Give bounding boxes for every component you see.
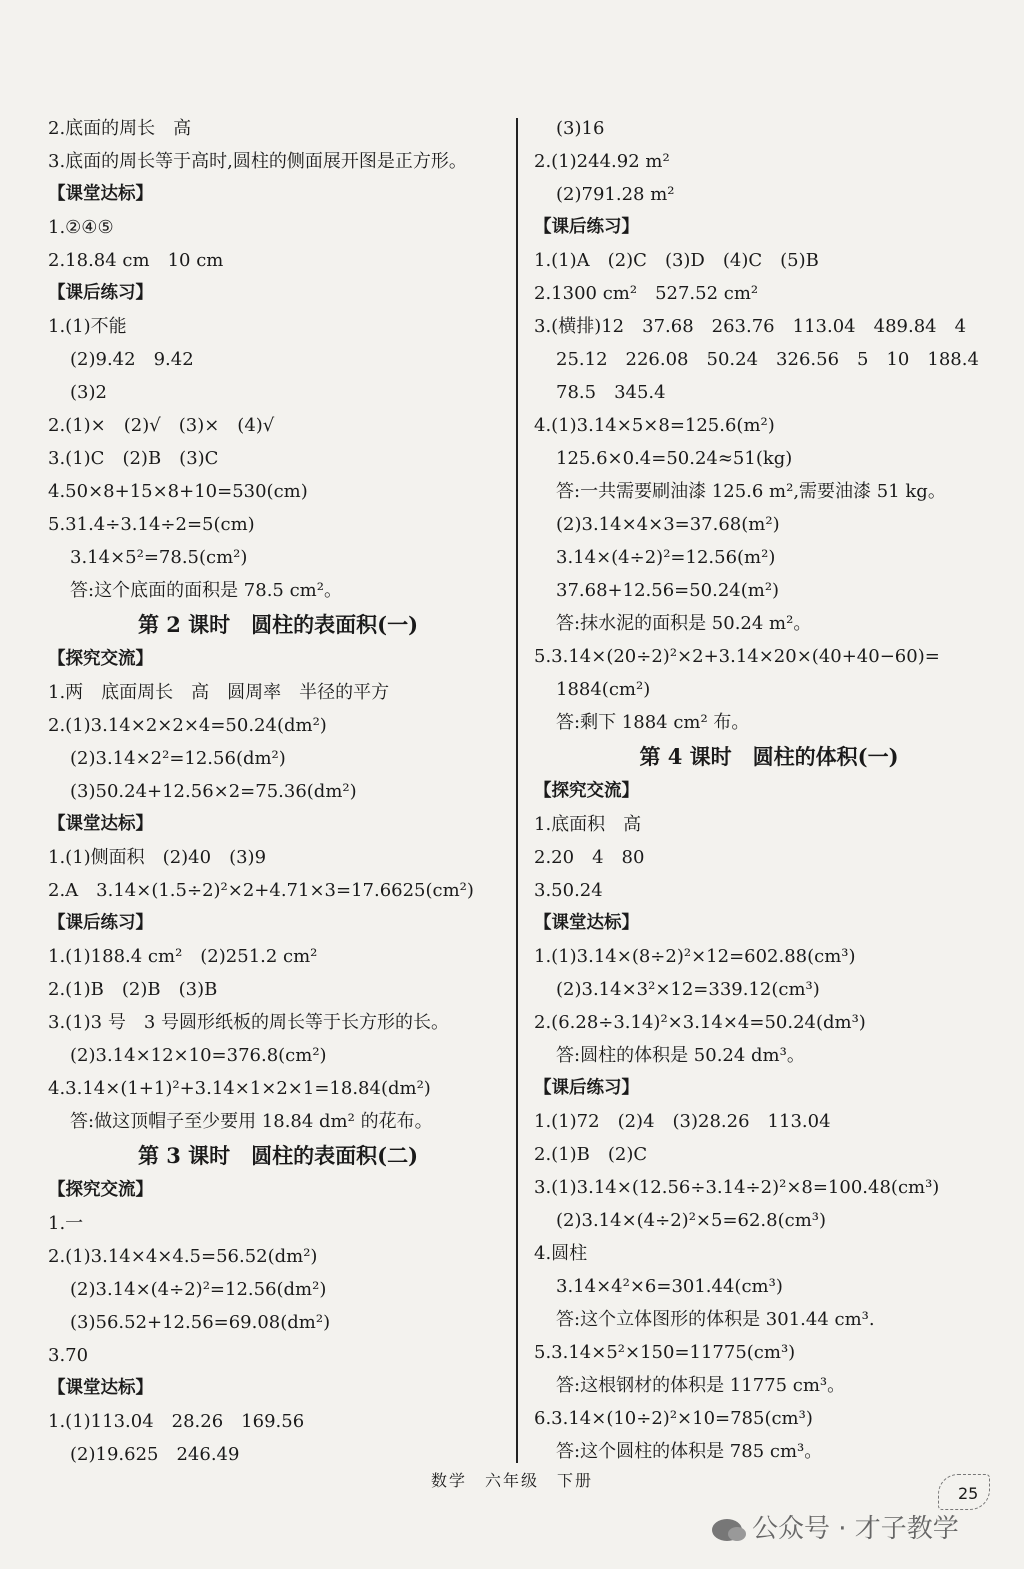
right-column [534, 112, 1004, 1468]
answer-line: 答:这个立体图形的体积是 301.44 cm³. [556, 1309, 875, 1330]
answer-line: 2.(6.28÷3.14)²×3.14×4=50.24(dm³) [534, 1012, 866, 1033]
answer-line: 1.两 底面周长 高 圆周率 半径的平方 [48, 682, 390, 703]
answer-line: 4.50×8+15×8+10=530(cm) [48, 481, 308, 502]
footer-book-title: 数学 六年级 下册 [430, 1471, 593, 1490]
answer-line: 2.(1)3.14×4×4.5=56.52(dm²) [48, 1246, 318, 1267]
answer-line: 78.5 345.4 [556, 382, 666, 403]
answer-line: 4.圆柱 [534, 1243, 588, 1264]
watermark [712, 1508, 959, 1545]
wechat-icon [712, 1519, 742, 1541]
answer-line: 1884(cm²) [556, 679, 651, 700]
answer-line: 2.底面的周长 高 [48, 118, 192, 139]
answer-line: 3.14×4²×6=301.44(cm³) [556, 1276, 783, 1297]
answer-line: 5.3.14×5²×150=11775(cm³) [534, 1342, 796, 1363]
answer-line: 3.(横排)12 37.68 263.76 113.04 489.84 4 [534, 316, 967, 337]
answer-line: 3.(1)C (2)B (3)C [48, 448, 219, 469]
section-heading: 【课后练习】 [48, 913, 153, 933]
answer-line: 4.3.14×(1+1)²+3.14×1×2×1=18.84(dm²) [48, 1078, 431, 1099]
section-heading: 【课后练习】 [534, 217, 639, 237]
left-column [48, 112, 508, 1471]
answer-line: 4.(1)3.14×5×8=125.6(m²) [534, 415, 775, 436]
answer-line: (2)3.14×4×3=37.68(m²) [556, 514, 780, 535]
answer-line: 25.12 226.08 50.24 326.56 5 10 188.4 [556, 349, 979, 370]
answer-line: (3)56.52+12.56=69.08(dm²) [70, 1312, 331, 1333]
answer-line: 5.31.4÷3.14÷2=5(cm) [48, 514, 255, 535]
answer-line: (2)3.14×3²×12=339.12(cm³) [556, 979, 820, 1000]
answer-line: 2.18.84 cm 10 cm [48, 250, 224, 271]
answer-line: 3.70 [48, 1345, 89, 1366]
answer-line: 1.(1)113.04 28.26 169.56 [48, 1411, 305, 1432]
section-heading: 【探究交流】 [48, 649, 153, 669]
answer-line: 答:剩下 1884 cm² 布。 [556, 712, 750, 733]
lesson-title: 第 3 课时 圆柱的表面积(二) [137, 1143, 419, 1168]
answer-line: 1.(1)3.14×(8÷2)²×12=602.88(cm³) [534, 946, 856, 967]
answer-line: 答:抹水泥的面积是 50.24 m²。 [556, 613, 812, 634]
answer-line: (3)50.24+12.56×2=75.36(dm²) [70, 781, 357, 802]
answer-line: (2)19.625 246.49 [70, 1444, 240, 1465]
lesson-title: 第 2 课时 圆柱的表面积(一) [137, 612, 419, 637]
answer-line: 1.底面积 高 [534, 814, 642, 835]
answer-line: 2.(1)B (2)B (3)B [48, 979, 218, 1000]
page-number: 25 [958, 1484, 979, 1503]
answer-line: 1.一 [48, 1213, 84, 1234]
answer-line: 2.(1)244.92 m² [534, 151, 670, 172]
answer-line: 2.(1)B (2)C [534, 1144, 648, 1165]
answer-line: 1.(1)A (2)C (3)D (4)C (5)B [534, 250, 819, 271]
answer-line: 3.(1)3 号 3 号圆形纸板的周长等于长方形的长。 [48, 1012, 450, 1033]
answer-line: 3.50.24 [534, 880, 603, 901]
answer-line: 答:这根钢材的体积是 11775 cm³。 [556, 1375, 846, 1396]
answer-line: 答:一共需要刷油漆 125.6 m²,需要油漆 51 kg。 [556, 481, 946, 502]
lesson-title: 第 4 课时 圆柱的体积(一) [639, 744, 899, 769]
answer-line: 答:这个底面的面积是 78.5 cm²。 [70, 580, 342, 601]
answer-line: 2.(1)× (2)√ (3)× (4)√ [48, 415, 275, 436]
answer-line: 6.3.14×(10÷2)²×10=785(cm³) [534, 1408, 813, 1429]
answer-line: 2.(1)3.14×2×2×4=50.24(dm²) [48, 715, 327, 736]
answer-line: 5.3.14×(20÷2)²×2+3.14×20×(40+40−60)= [534, 646, 940, 667]
answer-line: 3.14×(4÷2)²=12.56(m²) [556, 547, 776, 568]
answer-line: 37.68+12.56=50.24(m²) [556, 580, 780, 601]
answer-line: (3)2 [70, 382, 107, 403]
answer-line: 1.(1)188.4 cm² (2)251.2 cm² [48, 946, 318, 967]
answer-line: 3.底面的周长等于高时,圆柱的侧面展开图是正方形。 [48, 151, 467, 172]
answer-line: (2)3.14×(4÷2)²=12.56(dm²) [70, 1279, 327, 1300]
answer-line: 3.14×5²=78.5(cm²) [70, 547, 248, 568]
section-heading: 【探究交流】 [48, 1180, 153, 1200]
answer-line: (2)3.14×(4÷2)²×5=62.8(cm³) [556, 1210, 827, 1231]
section-heading: 【课堂达标】 [534, 913, 639, 933]
section-heading: 【课后练习】 [534, 1078, 639, 1098]
answer-line: 2.A 3.14×(1.5÷2)²×2+4.71×3=17.6625(cm²) [48, 880, 474, 901]
answer-line: 2.20 4 80 [534, 847, 645, 868]
answer-line: (2)3.14×12×10=376.8(cm²) [70, 1045, 327, 1066]
section-heading: 【课后练习】 [48, 283, 153, 303]
answer-line: 3.(1)3.14×(12.56÷3.14÷2)²×8=100.48(cm³) [534, 1177, 940, 1198]
answer-line: 1.(1)不能 [48, 316, 127, 337]
answer-line: 答:做这顶帽子至少要用 18.84 dm² 的花布。 [70, 1111, 433, 1132]
answer-line: 2.1300 cm² 527.52 cm² [534, 283, 759, 304]
column-divider [516, 118, 518, 1463]
answer-line: 答:圆柱的体积是 50.24 dm³。 [556, 1045, 805, 1066]
answer-line: 答:这个圆柱的体积是 785 cm³。 [556, 1441, 823, 1462]
section-heading: 【课堂达标】 [48, 1378, 153, 1398]
section-heading: 【课堂达标】 [48, 814, 153, 834]
section-heading: 【课堂达标】 [48, 184, 153, 204]
answer-line: (3)16 [556, 118, 605, 139]
answer-line: 1.②④⑤ [48, 217, 114, 238]
answer-line: 1.(1)侧面积 (2)40 (3)9 [48, 847, 267, 868]
answer-line: 1.(1)72 (2)4 (3)28.26 113.04 [534, 1111, 831, 1132]
watermark-text: 公众号 · 才子教学 [752, 1514, 959, 1544]
answer-line: (2)791.28 m² [556, 184, 675, 205]
answer-line: (2)9.42 9.42 [70, 349, 194, 370]
answer-line: 125.6×0.4=50.24≈51(kg) [556, 448, 793, 469]
section-heading: 【探究交流】 [534, 781, 639, 801]
answer-line: (2)3.14×2²=12.56(dm²) [70, 748, 286, 769]
